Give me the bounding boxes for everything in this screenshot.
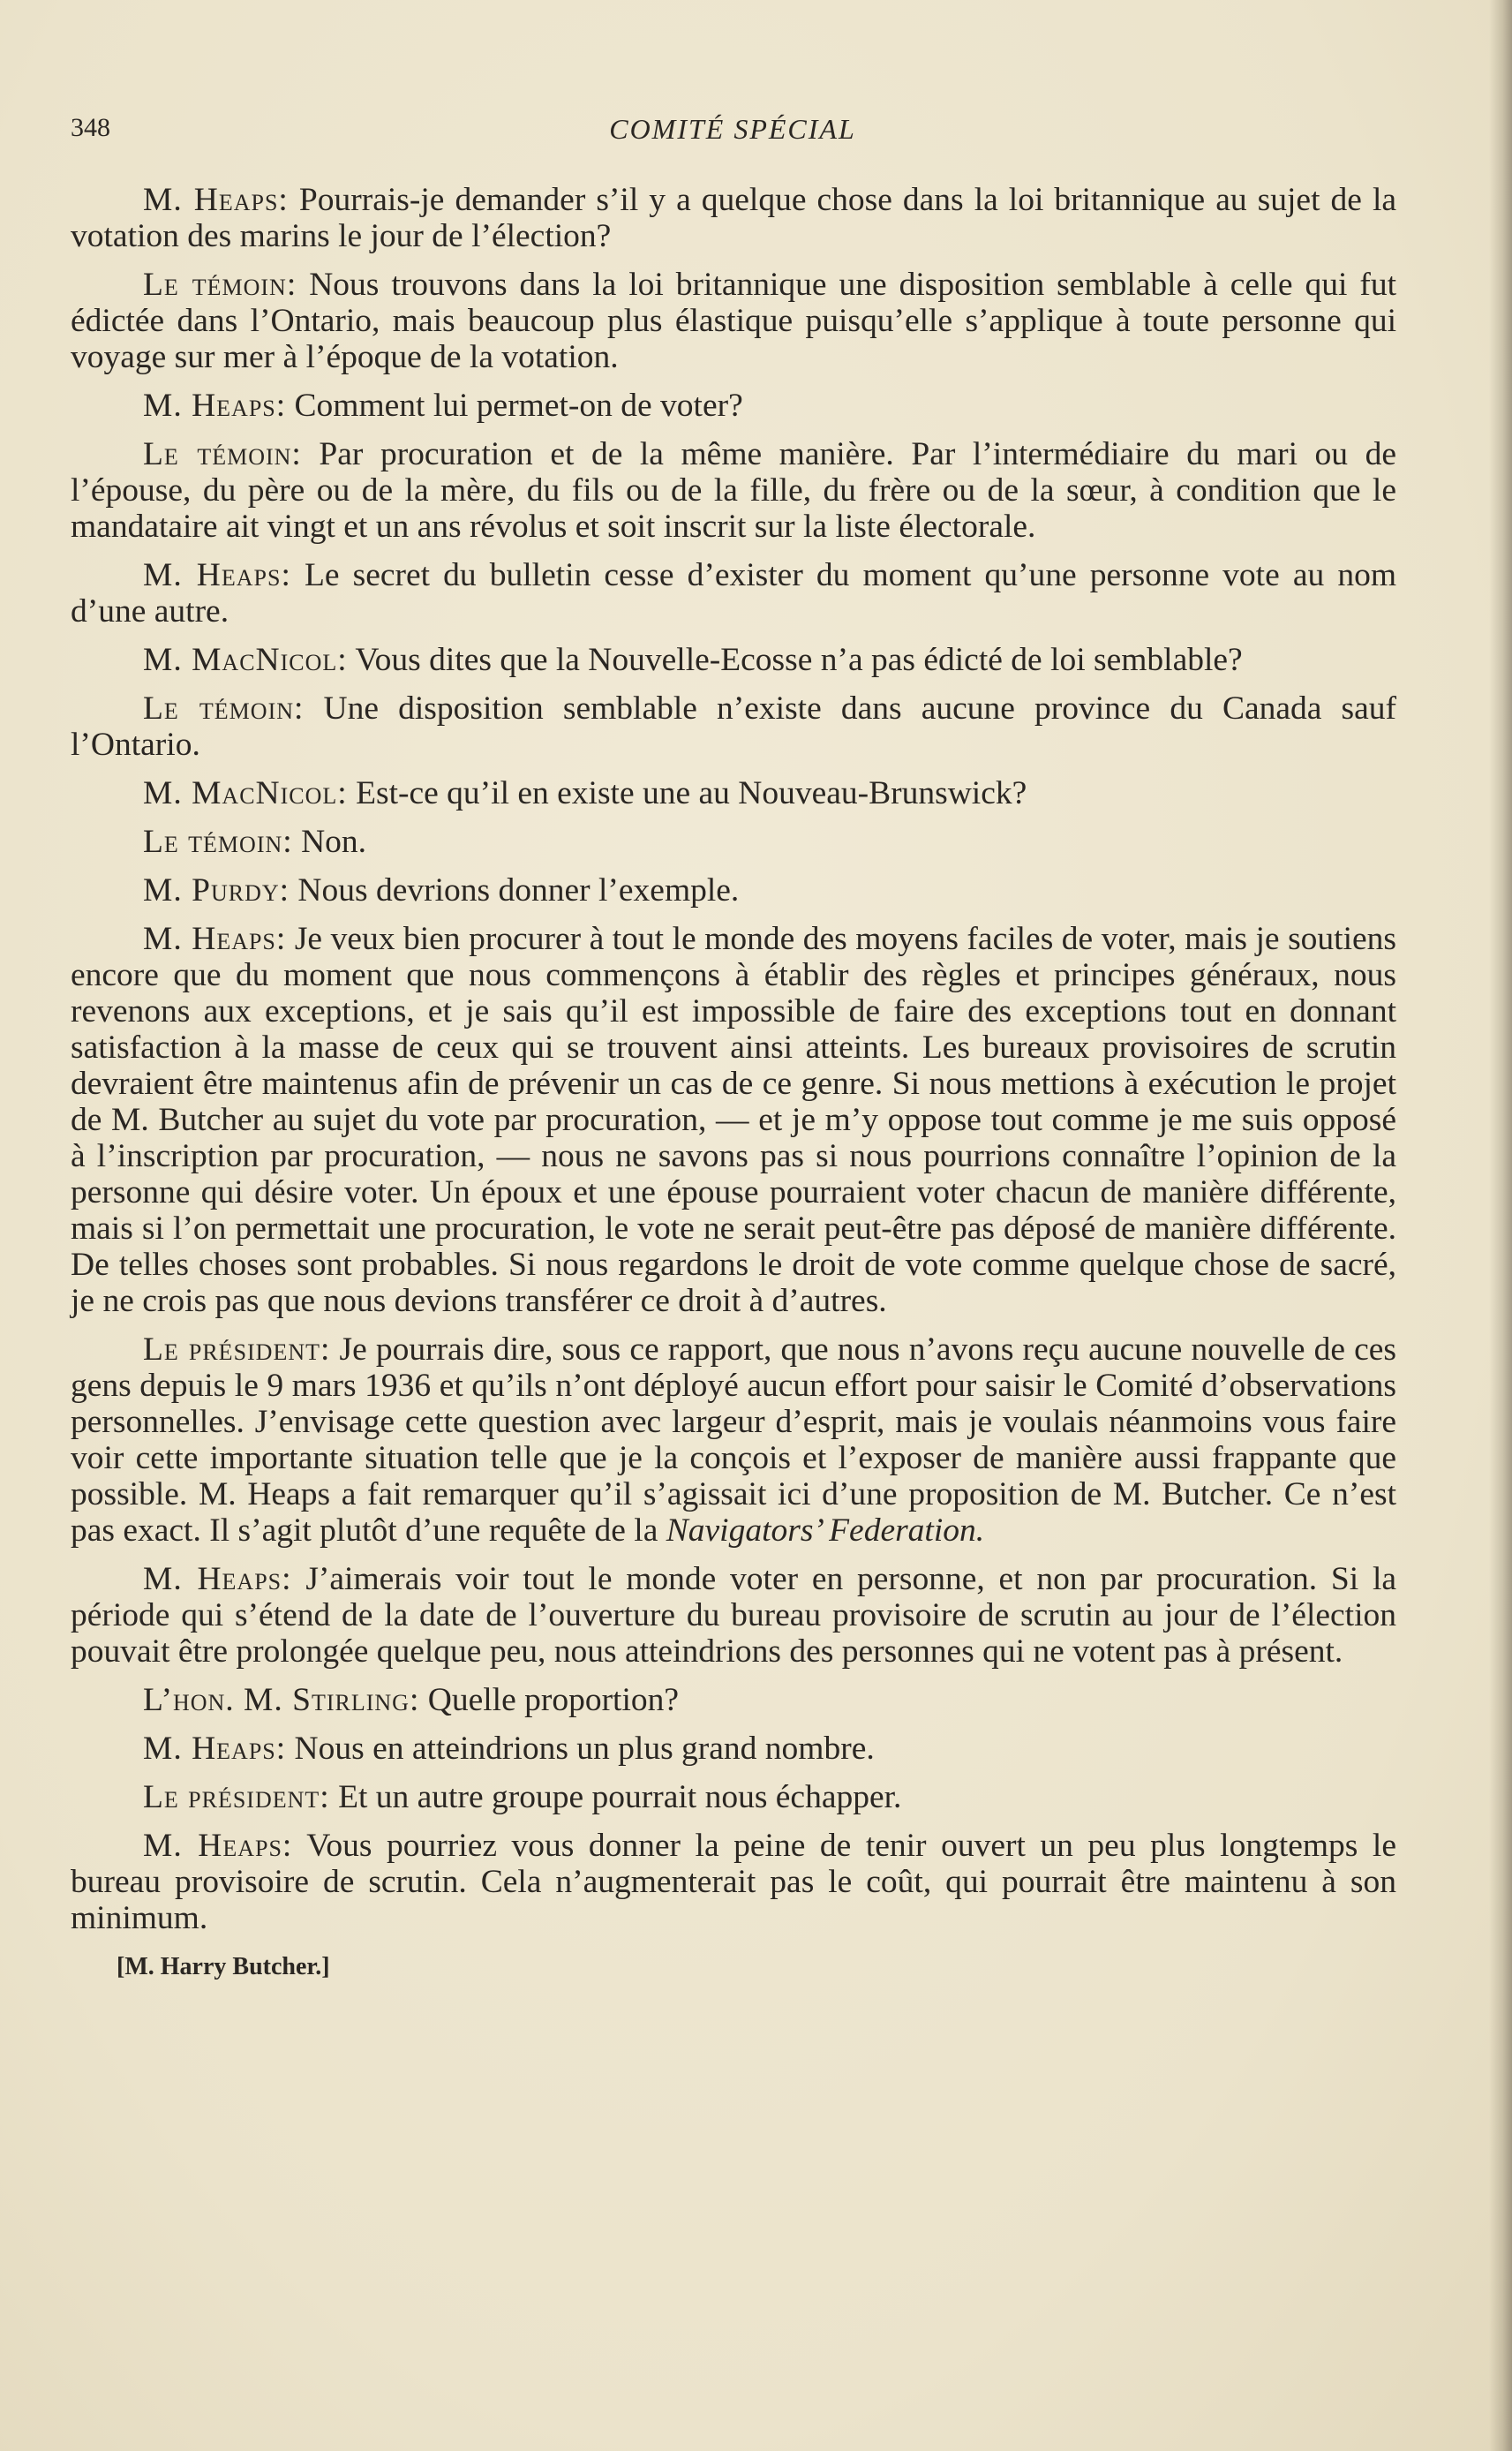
transcript-body	[71, 182, 1396, 1985]
paragraph-text: Je veux bien procurer à tout le monde des moyens faciles de voter, mais je soutiens encore que du moment que nous commençons à établir des règles et principes généraux, nous revenons aux exceptions, et je sais qu’il est impossible de faire des exceptions tout en donnant satisfaction à la masse de ceux qui se trouvent ainsi atteints. Les bureaux provisoires de scrutin devraient être maintenus afin de prévenir un cas de ce genre. Si nous mettions à exécution le projet de M. Butcher au sujet du vote par procuration, — et je m’y oppose tout comme je me suis opposé à l’inscription par procuration, — nous ne savons pas si nous pourrions connaître l’opinion de la personne qui désire voter. Un époux et une épouse pourraient voter chacun de manière différente, mais si l’on permettait une procuration, le vote ne serait peut-être pas déposé de manière différente. De telles choses sont probables. Si nous regardons le droit de vote comme quelque chose de sacré, je ne crois pas que nous devions transférer ce droit à d’autres.	[71, 921, 1396, 1319]
paragraph	[71, 388, 1396, 424]
paragraph-text: Nous en atteindrions un plus grand nombre.	[294, 1731, 875, 1767]
speaker-name: M. MacNicol:	[143, 642, 348, 678]
page-number: 348	[71, 113, 110, 142]
paragraph-text: Est-ce qu’il en existe une au Nouveau-Brunswick?	[356, 775, 1027, 811]
paragraph	[71, 557, 1396, 630]
speaker-name: M. MacNicol:	[143, 775, 348, 811]
paragraph-text: Comment lui permet-on de voter?	[294, 388, 743, 424]
paragraph-italic-text: Navigators’ Federation.	[666, 1512, 985, 1549]
paragraph	[71, 642, 1396, 678]
paragraph	[71, 267, 1396, 375]
paragraph	[71, 1779, 1396, 1815]
speaker-reference: [M. Harry Butcher.]	[117, 1953, 330, 1980]
paragraph-text: Quelle proportion?	[427, 1682, 680, 1718]
speaker-name: Le témoin:	[143, 267, 297, 303]
speaker-name: Le témoin:	[143, 436, 302, 472]
paragraph-text: Une disposition semblable n’existe dans aucune province du Canada sauf l’Ontario.	[71, 690, 1396, 763]
paragraph	[71, 872, 1396, 909]
speaker-name: Le président:	[143, 1779, 330, 1815]
paragraph-text: Vous pourriez vous donner la peine de tenir ouvert un peu plus longtemps le bureau provisoire de scrutin. Cela n’augmenterait pas le coût, qui pourrait être maintenu à son minimum.	[71, 1828, 1396, 1936]
paragraph	[71, 921, 1396, 1319]
paragraph	[71, 775, 1396, 811]
speaker-name: L’hon. M. Stirling:	[143, 1682, 420, 1718]
paragraph	[71, 436, 1396, 545]
paragraph	[71, 824, 1396, 860]
page-header	[71, 113, 1395, 152]
page-edge-shadow	[1489, 0, 1512, 2451]
speaker-name: M. Heaps:	[143, 1731, 287, 1767]
paragraph	[71, 1828, 1396, 1936]
speaker-name: M. Heaps:	[143, 921, 287, 957]
speaker-name: Le président:	[143, 1331, 331, 1368]
speaker-name: M. Heaps:	[143, 182, 289, 218]
running-head: COMITÉ SPÉCIAL	[609, 113, 856, 145]
paragraph	[71, 690, 1396, 763]
paragraph	[71, 182, 1396, 254]
paragraph-text: Je pourrais dire, sous ce rapport, que nous n’avons reçu aucune nouvelle de ces gens depuis le 9 mars 1936 et qu’ils n’ont déployé aucun effort pour saisir le Comité d’observations personnelles. J’envisage cette question avec largeur d’esprit, mais je voulais néanmoins vous faire voir cette importante situation telle que je la conçois et l’exposer de manière aussi frappante que possible. M. Heaps a fait remarquer qu’il s’agissait ici d’une proposition de M. Butcher. Ce n’est pas exact. Il s’agit plutôt d’une requête de la	[71, 1331, 1396, 1549]
paragraph-text: Par procuration et de la même manière. Par l’intermédiaire du mari ou de l’épouse, du père ou de la mère, du fils ou de la fille, du frère ou de la sœur, à condition que le mandataire ait vingt et un ans révolus et soit inscrit sur la liste électorale.	[71, 436, 1396, 545]
paragraph-text: Nous devrions donner l’exemple.	[297, 872, 740, 909]
paragraph	[71, 1731, 1396, 1767]
speaker-name: M. Purdy:	[143, 872, 290, 909]
paragraph	[71, 1682, 1396, 1718]
paragraph-text: Non.	[301, 824, 367, 860]
paragraph	[71, 1561, 1396, 1670]
paragraph-text: Nous trouvons dans la loi britannique une disposition semblable à celle qui fut édictée dans l’Ontario, mais beaucoup plus élastique puisqu’elle s’applique à toute personne qui voyage sur mer à l’époque de la votation.	[71, 267, 1397, 375]
paragraph-text: Vous dites que la Nouvelle-Ecosse n’a pas édicté de loi semblable?	[355, 642, 1243, 678]
paragraph-text: Et un autre groupe pourrait nous échapper.	[338, 1779, 902, 1815]
speaker-name: M. Heaps:	[143, 1828, 293, 1864]
paragraph-text: Pourrais-je demander s’il y a quelque chose dans la loi britannique au sujet de la votation des marins le jour de l’élection?	[71, 182, 1397, 254]
paragraph-text: Le secret du bulletin cesse d’exister du moment qu’une personne vote au nom d’une autre.	[71, 557, 1396, 630]
paragraph	[71, 1331, 1396, 1549]
speaker-name: M. Heaps:	[143, 388, 287, 424]
paragraph-text: J’aimerais voir tout le monde voter en personne, et non par procuration. Si la période qui s’étend de la date de l’ouverture du bureau provisoire de scrutin au jour de l’élection pouvait être prolongée quelque peu, nous atteindrions des personnes qui ne votent pas à présent.	[71, 1561, 1397, 1670]
speaker-name: Le témoin:	[143, 690, 305, 727]
speaker-name: M. Heaps:	[143, 1561, 292, 1597]
speaker-name: Le témoin:	[143, 824, 293, 860]
speaker-name: M. Heaps:	[143, 557, 291, 593]
